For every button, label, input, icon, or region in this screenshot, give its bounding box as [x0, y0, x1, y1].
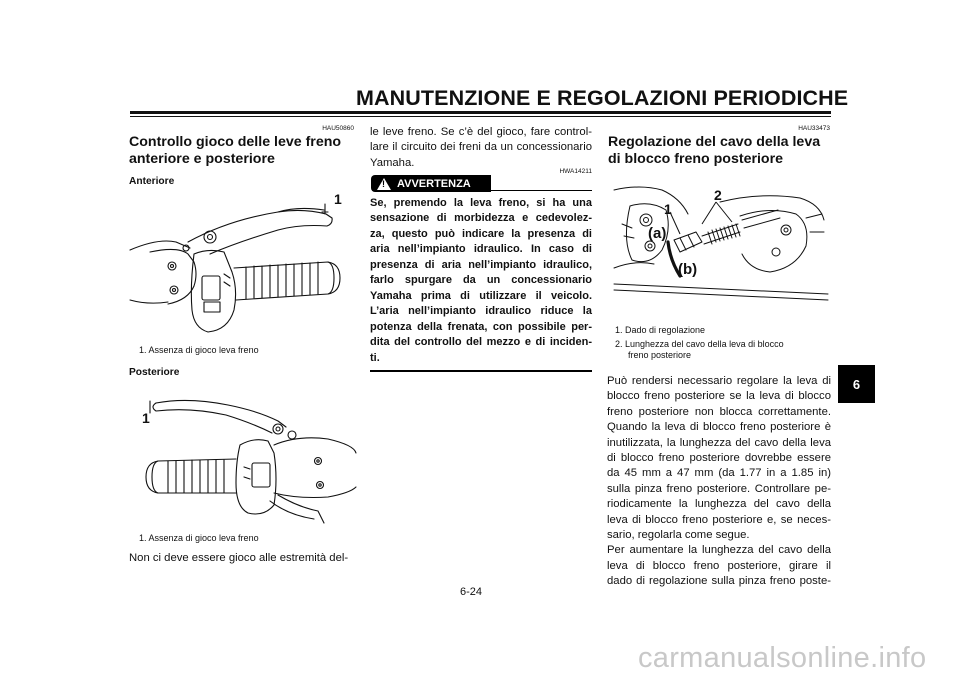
callout-label-b: (b)	[678, 261, 698, 278]
body-line: leva di blocco freno posteriore e, se neces-	[607, 513, 831, 526]
warning-line: ti.	[370, 351, 380, 364]
section-heading	[608, 134, 833, 168]
warning-line: presenza di aria nell’impianto idraulico,	[370, 258, 592, 271]
warning-line: sensazione di morbidezza e cedevolez-	[370, 212, 592, 225]
warning-line: Yamaha prima di utilizzare il veicolo.	[370, 289, 592, 302]
body-line: leva di blocco freno posteriore, girare il	[607, 559, 831, 572]
caption-line: 1. Dado di regolazione	[615, 325, 706, 335]
warning-bottom-rule	[370, 370, 592, 372]
body-text	[607, 374, 831, 590]
section-heading-line: di blocco freno posteriore	[608, 151, 784, 167]
chapter-tab[interactable]: 6	[838, 365, 875, 403]
body-line: dado di regolazione sulla pinza freno poste-	[607, 575, 831, 588]
warning-line: L’aria nell’impianto idraulico riduce la	[370, 305, 592, 318]
warning-line: potenza della frenata, con possibile per-	[370, 320, 592, 333]
body-line: riodicamente la lunghezza del cavo della	[607, 498, 831, 511]
body-line: Yamaha.	[370, 156, 415, 169]
parking-brake-cable-illustration	[610, 180, 832, 302]
page-number: 6-24	[460, 586, 483, 598]
section-code: HAU33473	[798, 125, 830, 132]
figure-caption	[615, 325, 835, 361]
figure-caption: 1. Assenza di gioco leva freno	[139, 345, 259, 355]
body-line: blocco freno posteriore se la leva di blocco	[607, 390, 831, 403]
warning-line: dita del controllo del mezzo e di inciden-	[370, 336, 592, 349]
body-line: sario, regolarla come segue.	[607, 529, 750, 542]
caption-line: 2. Lunghezza del cavo della leva di blocco	[615, 339, 784, 349]
body-line: Quando la leva di blocco freno posteriore è	[607, 421, 831, 434]
body-text	[370, 125, 592, 171]
section-heading	[129, 134, 359, 168]
body-line: da 45 mm a 47 mm (da 1.77 in a 1.85 in)	[607, 467, 831, 480]
warning-line: Se, premendo la leva freno, si ha una	[370, 197, 592, 209]
front-callout-label: 1	[334, 191, 342, 207]
rear-callout-label: 1	[142, 410, 150, 426]
warning-line: za, questo può indicare la presenza di	[370, 227, 592, 240]
body-line: Può rendersi necessario regolare la leva di	[607, 375, 831, 387]
watermark-text[interactable]: carmanualsonline.info	[638, 642, 927, 674]
header-rule-thick	[130, 111, 831, 114]
callout-label-1: 1	[664, 201, 672, 217]
section-heading-line: Regolazione del cavo della leva	[608, 134, 821, 150]
warning-badge	[371, 175, 491, 192]
body-line: sulla pinza freno posteriore. Controllare pe-	[607, 482, 831, 495]
body-line: inutilizzata, la lunghezza del cavo della leva	[607, 436, 831, 449]
body-line: di blocco freno posteriore dovrebbe essere	[607, 452, 831, 465]
figure-caption: 1. Assenza di gioco leva freno	[139, 533, 259, 543]
body-line: freno posteriore non blocca correttamente.	[607, 405, 831, 418]
section-heading-line: anteriore e posteriore	[129, 151, 275, 167]
callout-label-a: (a)	[648, 225, 667, 242]
warning-top-rule	[491, 190, 592, 191]
body-line: le leve freno. Se c’è del gioco, fare control-	[370, 126, 592, 138]
callout-label-2: 2	[714, 187, 722, 203]
front-brake-lever-illustration	[128, 190, 358, 340]
rear-brake-lever-illustration	[128, 383, 358, 528]
warning-badge-label: AVVERTENZA	[397, 177, 471, 190]
warning-line: aria nell’impianto idraulico. In caso di	[370, 243, 592, 256]
section-code: HAU50860	[322, 125, 354, 132]
warning-triangle-icon: !	[377, 178, 391, 190]
section-heading-line: Controllo gioco delle leve freno	[129, 134, 342, 150]
warning-code: HWA14211	[559, 168, 592, 175]
body-text: Non ci deve essere gioco alle estremità del-	[129, 552, 349, 564]
warning-text	[370, 196, 592, 366]
caption-line: freno posteriore	[628, 350, 692, 360]
body-line: lare il circuito dei freni da un concessionario	[370, 141, 592, 154]
subheading-front: Anteriore	[129, 176, 175, 187]
header-rule-thin	[130, 116, 831, 117]
body-line: Per aumentare la lunghezza del cavo della	[607, 544, 831, 557]
warning-line: farlo spurgare da un concessionario	[370, 274, 592, 287]
page-title: MANUTENZIONE E REGOLAZIONI PERIODICHE	[356, 86, 849, 110]
subheading-rear: Posteriore	[129, 367, 180, 378]
